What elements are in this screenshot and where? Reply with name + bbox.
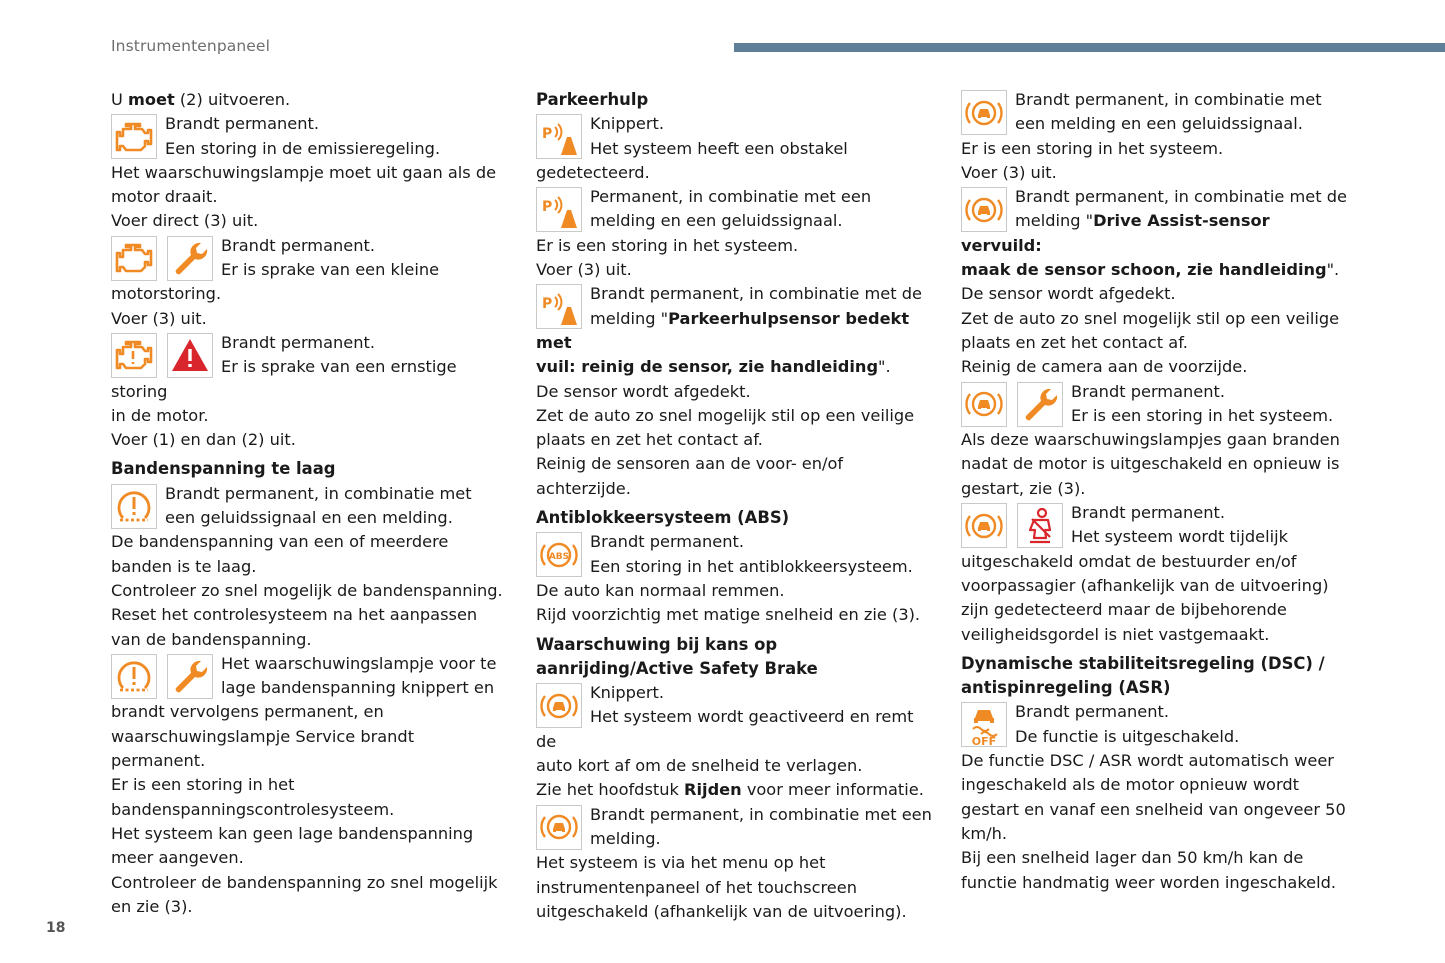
- column-2: Parkeerhulp P Knippert. Het systeem heeft een obstakel gedetecteerd. P Permanent, in combinatie met een melding en een geluidssignaal. Er is een storing in het systeem. Voer (3) uit. P Brandt permanent, in combinatie met de melding "Parkeerhulpsensor bedekt met vuil: reinig de sensor, zie handleiding". De sensor wordt afgedekt. Zet de auto zo snel mogelijk stil op een veilige plaats en zet het contact af. Reinig de sensoren aan de voor- en/of achterzijde. Antiblokkeersysteem (ABS) ABS Brandt permanent. Een storing in het antiblokkeersysteem. De auto kan normaal remmen. Rijd voorzichtig met matige snelheid en zie (3). Waarschuwing bij kans op aanrijding/Active Safety Brake Knippert. Het systeem wordt geactiveerd en remt de auto kort af om de snelheid te verlagen. Zie het hoofdstuk Rijden voor meer informatie. Brandt permanent, in combinatie met een melding. Het systeem is via het menu op het instrumentenpaneel of het touchscreen uitgeschakeld (afhankelijk van de uitvoering).: [536, 88, 936, 924]
- svg-text:P: P: [542, 198, 553, 215]
- svg-text:ABS: ABS: [548, 551, 570, 562]
- engine-minor-fault-entry: Brandt permanent. Er is sprake van een kleine: [111, 234, 506, 283]
- collision-warning-icon: [536, 683, 582, 728]
- engine-serious-fault-entry: Brandt permanent. Er is sprake van een ernstige storing: [111, 332, 457, 401]
- drive-assist-seatbelt-entry: Brandt permanent. Het systeem wordt tijdelijk: [961, 501, 1351, 550]
- intro-line: U moet (2) uitvoeren.: [111, 90, 291, 109]
- dsc-off-icon: [961, 702, 1007, 747]
- seatbelt-icon: [1017, 503, 1063, 548]
- engine-emission-entry: Brandt permanent. Een storing in de emissieregeling.: [111, 112, 506, 161]
- danger-triangle-icon: [167, 333, 213, 378]
- page-header-title: Instrumentenpaneel: [111, 37, 270, 55]
- tyre-pressure-icon: [111, 484, 157, 529]
- drive-assist-sensor-dirty-entry: Brandt permanent, in combinatie met de melding "Drive Assist-sensor vervuild:: [961, 187, 1347, 255]
- engine-warning-icon: [111, 236, 157, 281]
- parking-sensor-dirty-entry: P Brandt permanent, in combinatie met de melding "Parkeerhulpsensor bedekt met: [536, 284, 922, 352]
- section-heading-active-safety-brake: Waarschuwing bij kans op aanrijding/Active Safety Brake: [536, 634, 818, 678]
- parking-sensor-icon: [536, 114, 582, 159]
- header-accent-bar: [734, 43, 1445, 52]
- abs-entry: ABS Brandt permanent. Een storing in het antiblokkeersysteem.: [536, 530, 936, 579]
- parking-sensor-icon: [536, 187, 582, 232]
- abs-icon: [536, 532, 582, 577]
- collision-warning-icon: [536, 805, 582, 850]
- wrench-icon: [167, 654, 213, 699]
- svg-text:OFF: OFF: [971, 734, 997, 746]
- parking-sensor-icon: [536, 284, 582, 329]
- engine-warning-icon: [111, 114, 157, 159]
- section-heading-parking: Parkeerhulp: [536, 90, 649, 109]
- tyre-pressure-icon: [111, 654, 157, 699]
- drive-assist-icon: [961, 503, 1007, 548]
- active-brake-disabled-entry: Brandt permanent, in combinatie met een melding.: [536, 803, 936, 852]
- active-brake-blink-entry: Knippert. Het systeem wordt geactiveerd en remt de: [536, 683, 914, 751]
- column-3: Brandt permanent, in combinatie met een melding en een geluidssignaal. Er is een storing in het systeem. Voer (3) uit. Brandt permanent, in combinatie met de melding "Drive Assist-sensor vervuild: maak de sensor schoon, zie handleiding". De sensor wordt afgedekt. Zet de auto zo snel mogelijk stil op een veilige plaats en zet het contact af. Reinig de camera aan de voorzijde. Brandt permanent. Er is een storing in het systeem. Als deze waarschuwingslampjes gaan branden nadat de motor is uitgeschakeld en opnieuw is gestart, zie (3). Brandt permanent. Het systeem wordt tijdelijk uitgeschakeld omdat de bestuurder en/of voorpassagier (afhankelijk van de uitvoering) zijn gedetecteerd maar de bijbehorende veiligheidsgordel is niet vastgemaakt. Dynamische stabiliteitsregeling (DSC) / antispinregeling (ASR) OFF Brandt permanent. De functie is uitgeschakeld. De functie DSC / ASR wordt automatisch weer ingeschakeld als de motor opnieuw wordt gestart en vanaf een snelheid van ongeveer 50 km/h. Bij een snelheid lager dan 50 km/h kan de functie handmatig weer worden ingeschakeld.: [961, 88, 1351, 895]
- tyre-pressure-entry: Brandt permanent, in combinatie met een geluidssignaal en een melding.: [111, 482, 506, 531]
- column-1: U moet (2) uitvoeren. Brandt permanent. Een storing in de emissieregeling. Het waarschuwingslampje moet uit gaan als de motor draait. Voer direct (3) uit. Brandt permanent. Er is sprake van een kleine motorstoring. Voer (3) uit. Brandt permanent. Er is sprake van een ernstige storing in de motor. Voer (1) en dan (2) uit. Bandenspanning te laag Brandt permanent, in combinatie met een geluidssignaal en een melding. De bandenspanning van een of meerdere banden is te laag. Controleer zo snel mogelijk de bandenspanning. Reset het controlesysteem na het aanpassen van de bandenspanning. Het waarschuwingslampje voor te lage bandenspanning knippert en brandt vervolgens permanent, en waarschuwingslampje Service brandt permanent. Er is een storing in het bandenspanningscontrolesysteem. Het systeem kan geen lage bandenspanning meer aangeven. Controleer de bandenspanning zo snel mogelijk en zie (3).: [111, 88, 506, 919]
- section-heading-dsc-asr: Dynamische stabiliteitsregeling (DSC) / antispinregeling (ASR): [961, 653, 1325, 698]
- section-heading-tyre-pressure: Bandenspanning te laag: [111, 459, 336, 479]
- tyre-pressure-service-entry: Het waarschuwingslampje voor te lage bandenspanning knippert en: [111, 652, 506, 701]
- drive-assist-icon: [961, 187, 1007, 232]
- page-number: 18: [46, 920, 66, 936]
- engine-warning-icon: [111, 333, 157, 378]
- dsc-off-entry: OFF Brandt permanent. De functie is uitgeschakeld.: [961, 700, 1351, 749]
- drive-assist-fault-entry: Brandt permanent, in combinatie met een melding en een geluidssignaal.: [961, 88, 1351, 137]
- section-heading-abs: Antiblokkeersysteem (ABS): [536, 508, 790, 528]
- drive-assist-icon: [961, 90, 1007, 135]
- drive-assist-icon: [961, 382, 1007, 427]
- wrench-icon: [167, 236, 213, 281]
- parking-blink-entry: P Knippert. Het systeem heeft een obstakel: [536, 112, 936, 161]
- svg-text:P: P: [542, 295, 553, 312]
- svg-text:P: P: [542, 125, 553, 142]
- parking-fault-entry: P Permanent, in combinatie met een melding en een geluidssignaal.: [536, 185, 936, 234]
- wrench-icon: [1017, 382, 1063, 427]
- drive-assist-service-entry: Brandt permanent. Er is een storing in het systeem.: [961, 380, 1351, 429]
